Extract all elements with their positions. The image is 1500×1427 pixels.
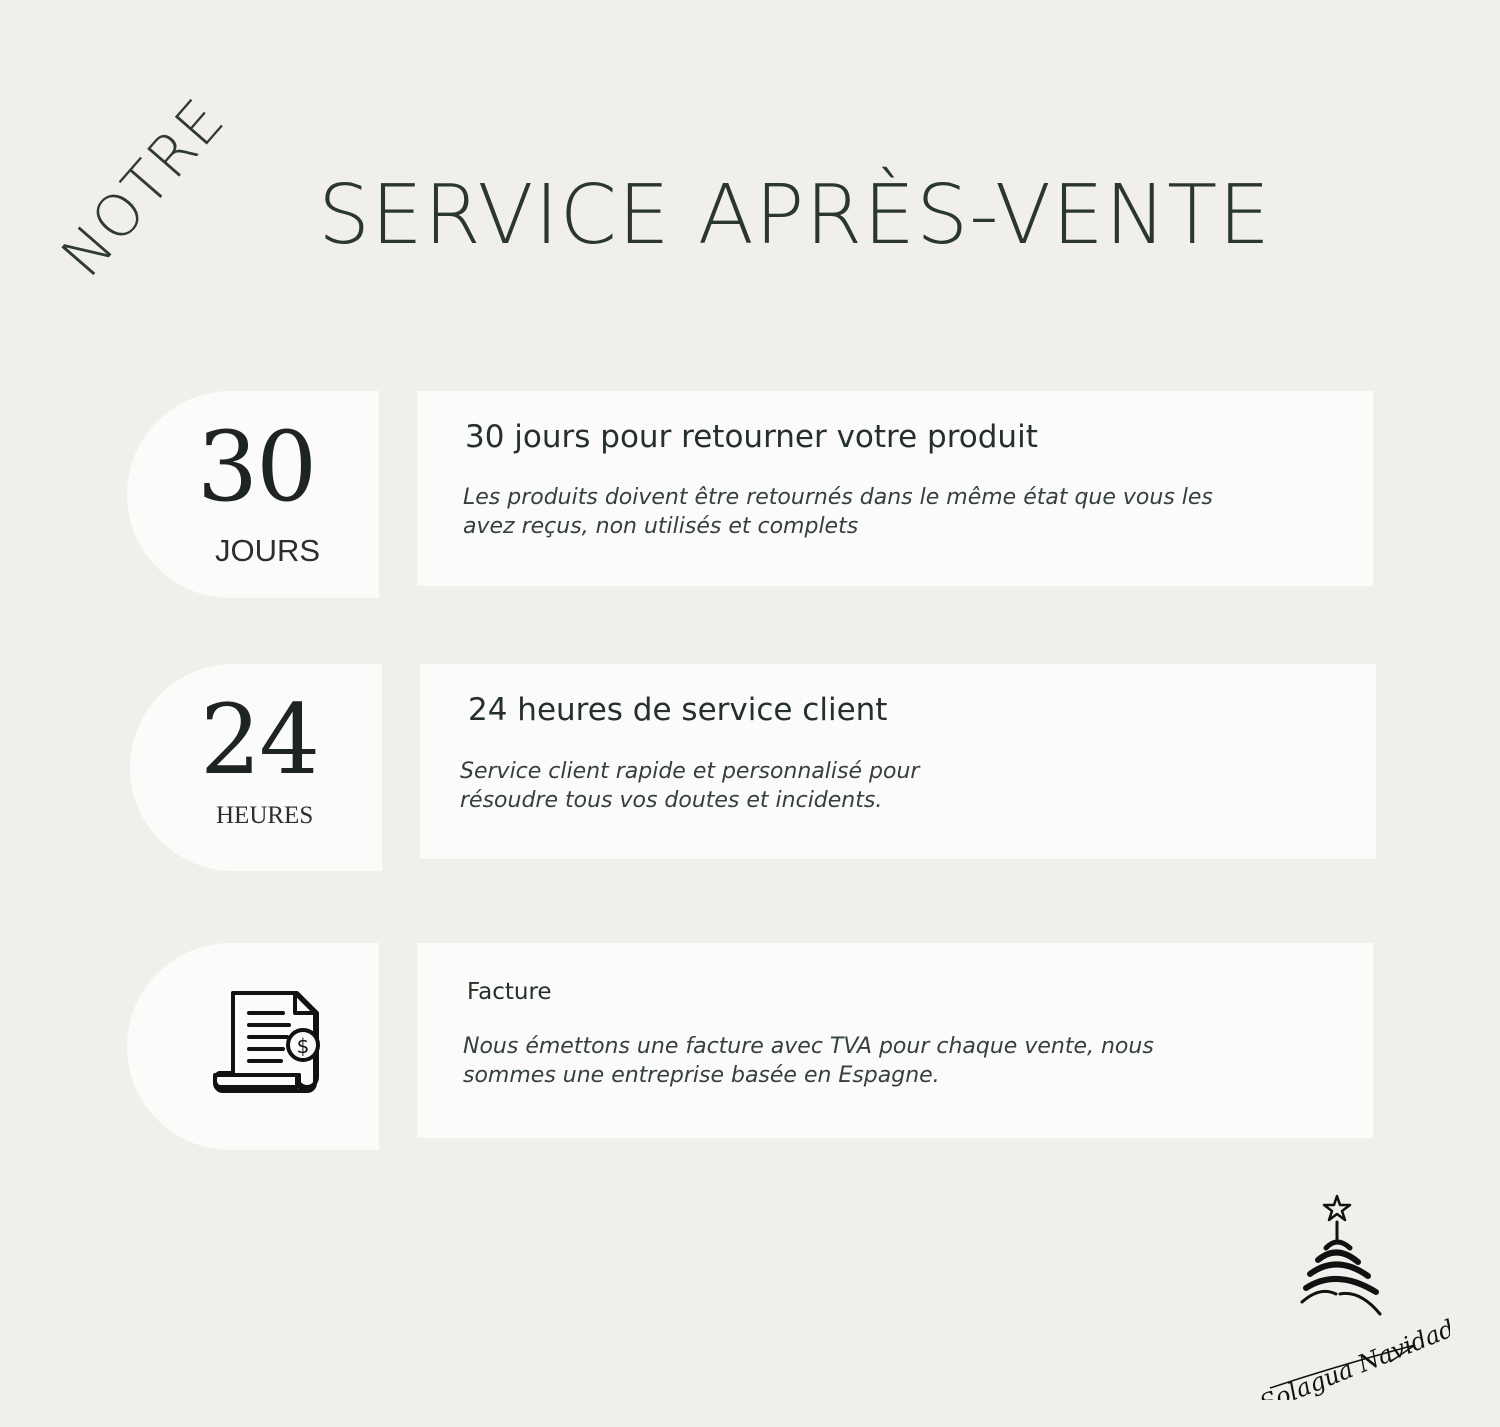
feature-card <box>417 391 1373 586</box>
feature-card <box>420 664 1376 859</box>
badge-invoice <box>127 943 379 1150</box>
feature-card <box>417 943 1373 1138</box>
badge-number: 30 <box>197 411 316 523</box>
badge-unit: HEURES <box>216 802 314 829</box>
christmas-tree-star-icon <box>1240 1190 1450 1400</box>
feature-description: Les produits doivent être retournés dans le même état que vous les avez reçus, non utilisés et complets <box>463 485 1213 539</box>
eyebrow-notre: NOTRE <box>48 85 239 290</box>
feature-description: Service client rapide et personnalisé pour résoudre tous vos doutes et incidents. <box>460 759 920 813</box>
badge-24-hours <box>130 664 382 871</box>
invoice-dollar-icon <box>209 989 329 1099</box>
feature-invoice <box>0 943 1500 1150</box>
feature-returns <box>0 391 1500 598</box>
svg-text:$: $ <box>296 1034 310 1058</box>
brand-logo-text: Solagua Navidad <box>1255 1314 1450 1400</box>
page-title: SERVICE APRÈS-VENTE <box>318 168 1272 263</box>
feature-title: 30 jours pour retourner votre produit <box>465 419 1038 455</box>
feature-title: Facture <box>467 979 552 1005</box>
badge-number: 24 <box>200 684 319 796</box>
feature-support <box>0 664 1500 871</box>
brand-logo <box>1240 1190 1450 1400</box>
badge-30-days <box>127 391 379 598</box>
feature-description: Nous émettons une facture avec TVA pour chaque vente, nous sommes une entreprise basée en Espagne. <box>463 1034 1154 1088</box>
badge-unit: JOURS <box>215 533 321 568</box>
feature-title: 24 heures de service client <box>468 692 888 728</box>
